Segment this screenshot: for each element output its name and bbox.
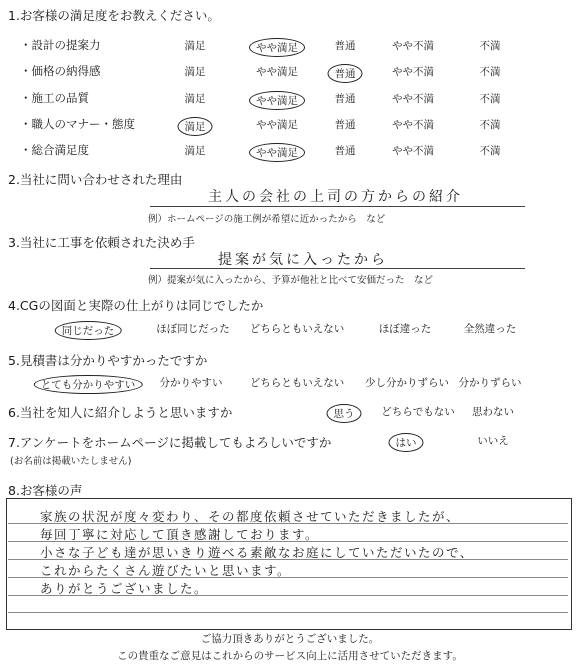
satisfaction-option: やや不満: [392, 145, 434, 157]
q4-heading: 4.CGの図面と実際の仕上がりは同じでしたか: [8, 298, 264, 313]
q7-option-selected: はい: [389, 433, 424, 452]
q6-option: 思わない: [472, 406, 514, 418]
comment-line: 小さな子ども達が思いきり遊べる素敵なお庭にしていただいたので、: [40, 545, 474, 560]
satisfaction-option: 普通: [334, 119, 356, 131]
q2-underline: [150, 206, 525, 207]
satisfaction-option: やや不満: [392, 93, 434, 105]
satisfaction-option: 不満: [479, 40, 501, 52]
q2-answer: 主人の会社の上司の方からの紹介: [208, 189, 463, 205]
satisfaction-option: 満足: [184, 93, 206, 105]
q4-option-selected: 同じだった: [55, 321, 122, 340]
q5-option: 少し分かりずらい: [365, 377, 449, 389]
satisfaction-option-selected: やや満足: [249, 91, 305, 110]
q5-heading: 5.見積書は分かりやすかったですか: [8, 353, 208, 368]
satisfaction-option: 普通: [334, 40, 356, 52]
q6-option-selected: 思う: [327, 404, 362, 423]
q4-option: 全然違った: [463, 323, 517, 335]
satisfaction-option: 満足: [184, 40, 206, 52]
q5-option: どちらともいえない: [249, 377, 345, 389]
satisfaction-option: 不満: [479, 145, 501, 157]
satisfaction-row-label: ・総合満足度: [20, 143, 89, 157]
satisfaction-option-selected: 満足: [178, 117, 213, 136]
q7-heading: 7.アンケートをホームページに掲載してもよろしいですか: [8, 435, 332, 450]
q4-option: ほぼ同じだった: [156, 323, 230, 335]
satisfaction-option: 不満: [479, 119, 501, 131]
q7-option: いいえ: [477, 435, 509, 447]
comment-line: 家族の状況が度々変わり、その都度依頼させていただきましたが、: [40, 509, 461, 524]
footer-thanks: ご協力頂きありがとうございました。: [200, 633, 380, 645]
satisfaction-row-label: ・設計の提案力: [20, 38, 101, 52]
q6-option: どちらでもない: [381, 406, 455, 418]
satisfaction-option: 普通: [334, 93, 356, 105]
q4-option: ほぼ違った: [378, 323, 432, 335]
comment-line: これからたくさん遊びたいと思います。: [40, 563, 292, 578]
q6-heading: 6.当社を知人に紹介しようと思いますか: [8, 405, 233, 420]
comment-rule-line: [8, 612, 568, 613]
q3-underline: [150, 268, 525, 269]
satisfaction-option-selected: 普通: [328, 64, 363, 83]
q2-example: 例）ホームページの施工例が希望に近かったから など: [148, 214, 386, 225]
satisfaction-option: 普通: [334, 145, 356, 157]
satisfaction-option-selected: やや満足: [249, 38, 305, 57]
q1-heading: 1.お客様の満足度をお教えください。: [8, 8, 220, 23]
satisfaction-option: 不満: [479, 66, 501, 78]
satisfaction-option: 満足: [184, 145, 206, 157]
q5-option: 分かりやすい: [159, 377, 223, 389]
satisfaction-option: やや不満: [392, 119, 434, 131]
satisfaction-row-label: ・施工の品質: [20, 91, 89, 105]
footer-note: この貴重なご意見はこれからのサービス向上に活用させていただきます。: [117, 650, 463, 662]
satisfaction-option-selected: やや満足: [249, 143, 305, 162]
satisfaction-option: やや不満: [392, 66, 434, 78]
satisfaction-option: 不満: [479, 93, 501, 105]
satisfaction-option: やや満足: [256, 119, 298, 131]
satisfaction-option: やや不満: [392, 40, 434, 52]
satisfaction-option: やや満足: [256, 66, 298, 78]
satisfaction-option: 満足: [184, 66, 206, 78]
q5-option: 分かりずらい: [458, 377, 522, 389]
q2-heading: 2.当社に問い合わせされた理由: [8, 172, 183, 187]
comment-line: 毎回丁寧に対応して頂き感謝しております。: [40, 527, 320, 542]
q3-heading: 3.当社に工事を依頼された決め手: [8, 235, 195, 250]
q8-heading: 8.お客様の声: [8, 483, 83, 498]
q4-option: どちらともいえない: [249, 323, 345, 335]
q7-note: (お名前は掲載いたしません): [10, 456, 132, 467]
comment-line: ありがとうございました。: [40, 581, 209, 596]
satisfaction-row-label: ・職人のマナー・態度: [20, 117, 135, 131]
q5-option-selected: とても分かりやすい: [34, 375, 143, 394]
q3-example: 例）提案が気に入ったから、予算が他社と比べて安価だった など: [148, 275, 434, 286]
q3-answer: 提案が気に入ったから: [218, 252, 388, 268]
satisfaction-row-label: ・価格の納得感: [20, 64, 101, 78]
